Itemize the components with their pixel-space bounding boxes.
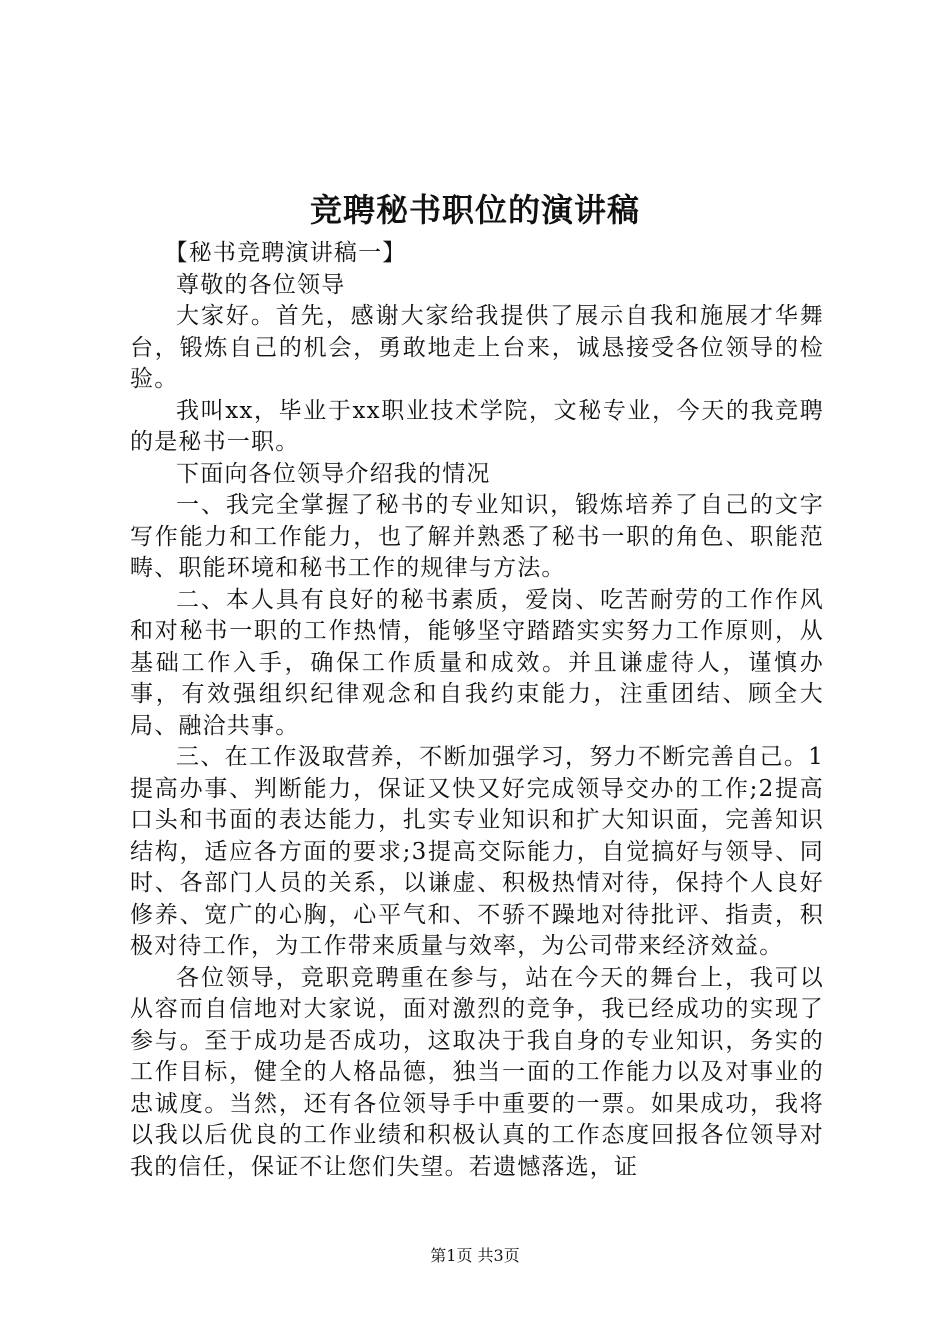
paragraph-greeting: 大家好。首先，感谢大家给我提供了展示自我和施展才华舞台，锻炼自己的机会，勇敢地走上台来，诚恳接受各位领导的检验。 — [130, 303, 824, 392]
paragraph-point-three: 三、在工作汲取营养，不断加强学习，努力不断完善自己。1提高办事、判断能力，保证又快又好完成领导交办的工作;2提高口头和书面的表达能力，扎实专业知识和扩大知识面，完善知识结构，适应各方面的要求;3提高交际能力，自觉搞好与领导、同时、各部门人员的关系，以谦虚、积极热情对待，保持个人良好修养、宽广的心胸，心平气和、不骄不躁地对待批评、指责，积极对待工作，为工作带来质量与效率，为公司带来经济效益。 — [130, 744, 824, 959]
document-title: 竞聘秘书职位的演讲稿 — [309, 191, 640, 229]
document-body — [130, 238, 824, 1183]
paragraph-point-one: 一、我完全掌握了秘书的专业知识，锻炼培养了自己的文字写作能力和工作能力，也了解并熟悉了秘书一职的角色、职能范畴、职能环境和秘书工作的规律与方法。 — [130, 492, 824, 581]
paragraph-closing: 各位领导，竞职竞聘重在参与，站在今天的舞台上，我可以从容而自信地对大家说，面对激烈的竞争，我已经成功的实现了参与。至于成功是否成功，这取决于我自身的专业知识，务实的工作目标，健全的人格品德，独当一面的工作能力以及对事业的忠诚度。当然，还有各位领导手中重要的一票。如果成功，我将以我以后优良的工作业绩和积极认真的工作态度回报各位领导对我的信任，保证不让您们失望。若遗憾落选，证 — [130, 964, 824, 1180]
section-heading: 【秘书竞聘演讲稿一】 — [164, 240, 407, 266]
paragraph-transition: 下面向各位领导介绍我的情况 — [176, 460, 491, 487]
paragraph-introduction: 我叫xx，毕业于xx职业技术学院，文秘专业，今天的我竞聘的是秘书一职。 — [130, 397, 824, 455]
paragraph-point-two: 二、本人具有良好的秘书素质，爱岗、吃苦耐劳的工作作风和对秘书一职的工作热情，能够坚守踏踏实实努力工作原则，从基础工作入手，确保工作质量和成效。并且谦虚待人，谨慎办事，有效强组织纪律观念和自我约束能力，注重团结、顾全大局、融洽共事。 — [130, 586, 824, 739]
page-footer: 第1页 共3页 — [430, 1246, 520, 1265]
salutation: 尊敬的各位领导 — [176, 271, 346, 298]
